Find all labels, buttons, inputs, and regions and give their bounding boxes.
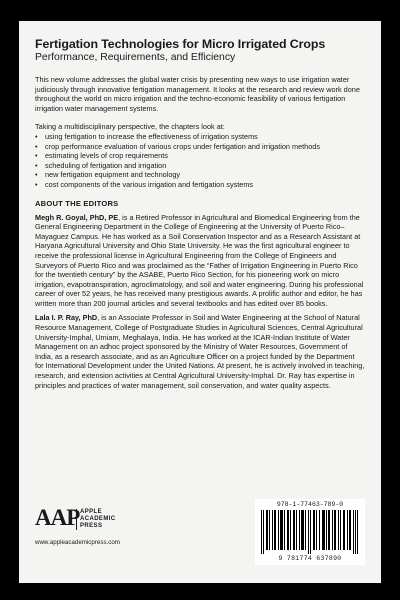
list-item: • estimating levels of crop requirements <box>35 151 365 161</box>
list-item: • scheduling of fertigation and irrigation <box>35 161 365 171</box>
editor2-name: Lala I. P. Ray, PhD <box>35 313 98 323</box>
back-cover <box>19 21 381 583</box>
isbn-barcode <box>255 499 365 565</box>
editors-heading: ABOUT THE EDITORS <box>35 198 119 208</box>
book-title: Fertigation Technologies for Micro Irrigated Crops <box>35 37 326 51</box>
editor1-bio <box>35 213 365 309</box>
editor1-name: Megh R. Goyal, PhD, PE <box>35 212 119 222</box>
cover-footer <box>35 499 365 569</box>
barcode-bars <box>261 510 359 554</box>
publisher-name-line: PRESS <box>80 523 103 529</box>
editor1-bio-text: , is a Retired Professor in Agricultural and Biomedical Engineering from the General Engineering Department in the College of Engineering at the University of Puerto Rico–Mayaguez Campus. He has worked as a Soil Conservation Inspector and as a Research Assistant at Haryana Agricultural University and Ohio State University. He was the first agricultural engineer to receive the professional license in Agricultural Engineering from the College of Engineers and Surveyors of Puerto Rico and was proclaimed as the “Father of Irrigation Engineering in Puerto Rico for the twentieth century” by the ASABE, Puerto Rico Section, for his pioneering work on micro irrigation, evapotranspiration, agroclimatology, and soil and water engineering. During his professional career of over 52 years, he has received many prestigious awards. A prolific author and editor, he has written more than 200 journal articles and several textbooks and has edited over 85 books. <box>35 212 364 308</box>
chapter-topics-list <box>35 132 365 190</box>
list-item: • crop performance evaluation of various crops under fertigation and irrigation methods <box>35 142 365 152</box>
publisher-name-line: ACADEMIC <box>80 516 116 522</box>
editor2-bio <box>35 313 365 390</box>
publisher-website: www.appleacademicpress.com <box>35 539 120 546</box>
intro-paragraph: This new volume addresses the global water crisis by presenting new ways to use irrigation water judiciously through innovative fertigation management. It looks at the research and review work done throughout the world on micro irrigation and the techno-economic feasibility of various fertigation irrigation water management systems. <box>35 75 360 113</box>
publisher-name-line: APPLE <box>80 509 103 515</box>
list-item: • using fertigation to increase the effectiveness of irrigation systems <box>35 132 365 142</box>
book-subtitle: Performance, Requirements, and Efficiency <box>35 52 236 63</box>
editor2-bio-text: , is an Associate Professor in Soil and Water Engineering at the School of Natural Resource Management, College of Postgraduate Studies in Agricultural Sciences, Central Agricultural University-Imphal, Umiam, Meghalaya, India. He has worked at the ICAR-Indian Institute of Water Management on an adhoc project sponsored by the Ministry of Water Resources, Government of India, as a research associate, and as an Agriculture Officer on a project funded by the Department for International Development under the United Nations. At present, he is actively involved in teaching, research, and extension activities at Central Agricultural University-Imphal. Dr. Ray has expertise in principles and practices of water management, soil conservation, and water quality aspects. <box>35 313 365 390</box>
logo-mark: AAP <box>35 505 80 530</box>
list-item: • new fertigation equipment and technology <box>35 170 365 180</box>
publisher-logo <box>35 505 185 565</box>
barcode-digits: 9 781774 637890 <box>278 555 342 562</box>
list-item: • cost components of the various irrigation and fertigation systems <box>35 180 365 190</box>
publisher-name <box>76 509 116 530</box>
chapters-lead: Taking a multidisciplinary perspective, the chapters look at: <box>35 122 225 132</box>
isbn-number: 978-1-77463-789-0 <box>276 501 344 508</box>
